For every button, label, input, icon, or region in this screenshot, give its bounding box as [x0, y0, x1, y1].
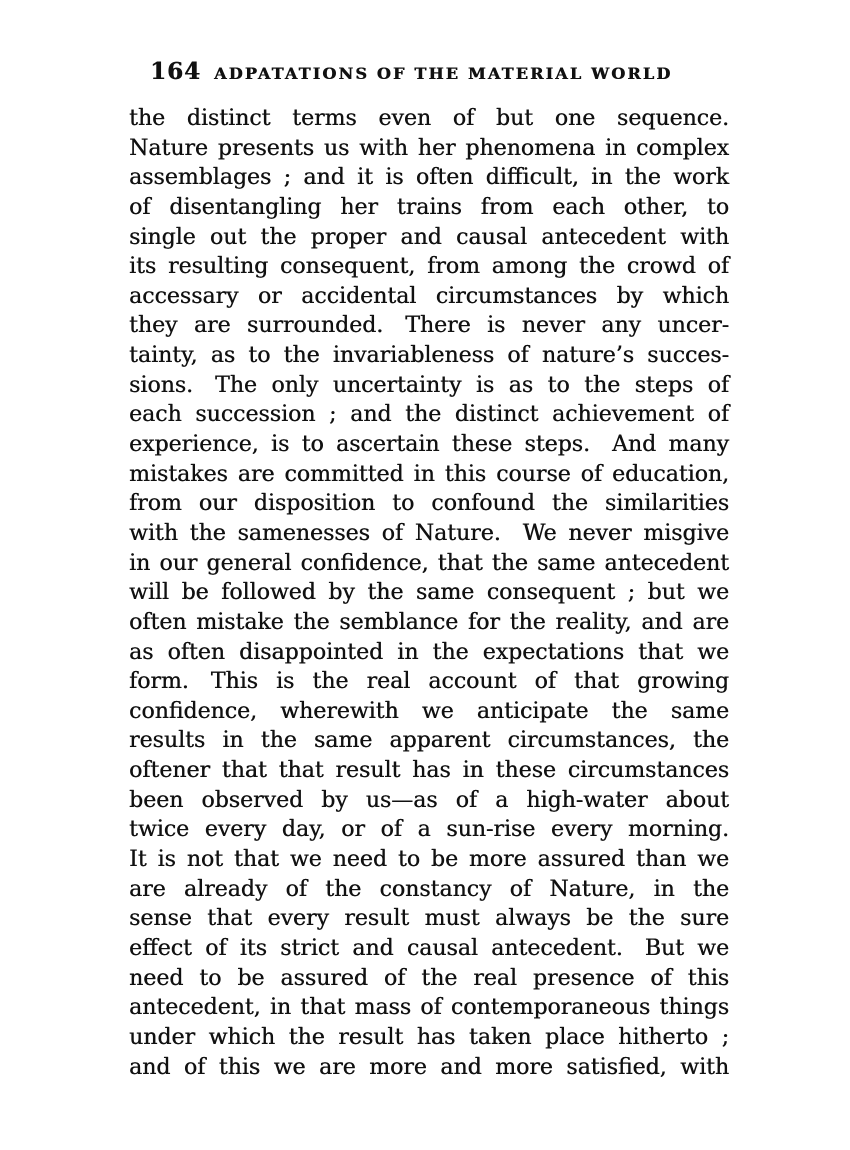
text-line: often mistake the semblance for the reality, and are	[129, 609, 729, 635]
text-line: as often disappointed in the expectations that we	[129, 639, 729, 665]
text-line: antecedent, in that mass of contemporaneous things	[129, 995, 729, 1021]
text-line: they are surrounded. There is never any uncer-	[129, 313, 729, 339]
text-line: results in the same apparent circumstances, the	[129, 728, 729, 754]
body-text	[129, 104, 729, 1082]
text-line: of disentangling her trains from each other, to	[129, 194, 729, 220]
text-line: in our general confidence, that the same antecedent	[129, 550, 729, 576]
text-line: mistakes are committed in this course of education,	[129, 461, 729, 487]
text-line: effect of its strict and causal antecedent. But we	[129, 935, 729, 961]
text-line: and of this we are more and more satisfied, with	[129, 1054, 729, 1080]
text-line: oftener that that result has in these circumstances	[129, 758, 729, 784]
text-line: sions. The only uncertainty is as to the steps of	[129, 372, 729, 398]
text-line: from our disposition to confound the similarities	[129, 491, 729, 517]
page-number: 164	[150, 58, 202, 85]
text-line: Nature presents us with her phenomena in complex	[129, 135, 729, 161]
text-line: It is not that we need to be more assured than we	[129, 847, 729, 873]
text-line: need to be assured of the real presence of this	[129, 965, 729, 991]
text-line: single out the proper and causal antecedent with	[129, 224, 729, 250]
text-line: accessary or accidental circumstances by which	[129, 283, 729, 309]
text-line: twice every day, or of a sun-rise every morning.	[129, 817, 729, 843]
text-line: tainty, as to the invariableness of nature’s succes-	[129, 343, 729, 369]
text-line: each succession ; and the distinct achievement of	[129, 402, 729, 428]
text-line: been observed by us—as of a high-water about	[129, 787, 729, 813]
text-line: under which the result has taken place hitherto ;	[129, 1024, 729, 1050]
text-line: are already of the constancy of Nature, in the	[129, 876, 729, 902]
text-line: with the samenesses of Nature. We never misgive	[129, 520, 729, 546]
text-line: its resulting consequent, from among the crowd of	[129, 254, 729, 280]
text-line: will be followed by the same consequent ; but we	[129, 580, 729, 606]
text-line: assemblages ; and it is often difficult, in the work	[129, 165, 729, 191]
text-line: form. This is the real account of that growing	[129, 669, 729, 695]
text-line: experience, is to ascertain these steps. And many	[129, 432, 729, 458]
text-line: confidence, wherewith we anticipate the same	[129, 698, 729, 724]
text-line: sense that every result must always be the sure	[129, 906, 729, 932]
running-title: ADPATATIONS OF THE MATERIAL WORLD	[214, 64, 673, 83]
text-line: the distinct terms even of but one sequence.	[129, 106, 729, 131]
page-header	[150, 58, 672, 85]
